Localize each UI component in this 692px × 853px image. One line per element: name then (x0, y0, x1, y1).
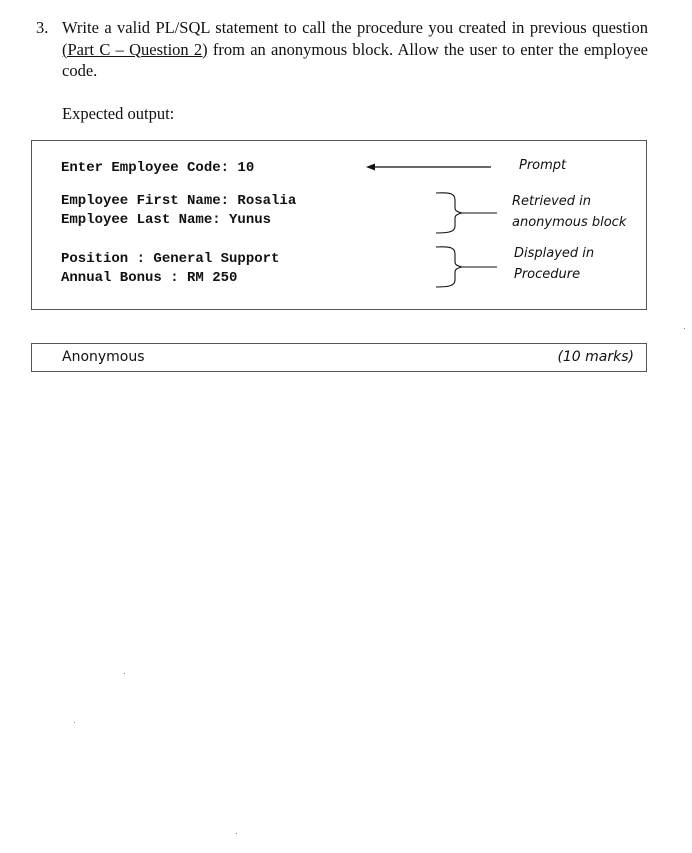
expected-output-box (31, 140, 647, 310)
retrieved-brace-icon (435, 191, 497, 235)
question-text (62, 17, 648, 82)
output-line-last-name: Employee Last Name: Yunus (61, 212, 272, 228)
displayed-annotation-line1: Displayed in (514, 246, 595, 261)
scan-speck (124, 673, 125, 674)
prompt-arrow-icon (365, 161, 495, 173)
question-number: 3. (36, 18, 49, 37)
answer-footer-box (31, 343, 647, 372)
expected-output-label: Expected output: (62, 104, 175, 123)
displayed-brace-icon (435, 245, 497, 289)
retrieved-annotation-line1: Retrieved in (512, 194, 592, 209)
question-reference: (Part C – Question 2) (62, 39, 208, 59)
output-line-annual-bonus: Annual Bonus : RM 250 (61, 270, 238, 286)
prompt-annotation: Prompt (519, 158, 567, 173)
scan-speck (236, 833, 237, 834)
output-line-position: Position : General Support (61, 251, 280, 267)
footer-label: Anonymous (62, 349, 145, 365)
scan-speck (684, 328, 685, 329)
question-text-before: Write a valid PL/SQL statement to call the procedure you created in previous question (62, 18, 648, 37)
scan-speck (74, 722, 75, 723)
question-text-after: from an anonymous block. Allow the user to enter the employee code. (62, 39, 648, 80)
displayed-annotation-line2: Procedure (514, 267, 581, 282)
output-line-employee-code: Enter Employee Code: 10 (61, 160, 255, 176)
output-line-first-name: Employee First Name: Rosalia (61, 193, 297, 209)
retrieved-annotation-line2: anonymous block (512, 215, 627, 230)
footer-marks: (10 marks) (557, 349, 634, 365)
